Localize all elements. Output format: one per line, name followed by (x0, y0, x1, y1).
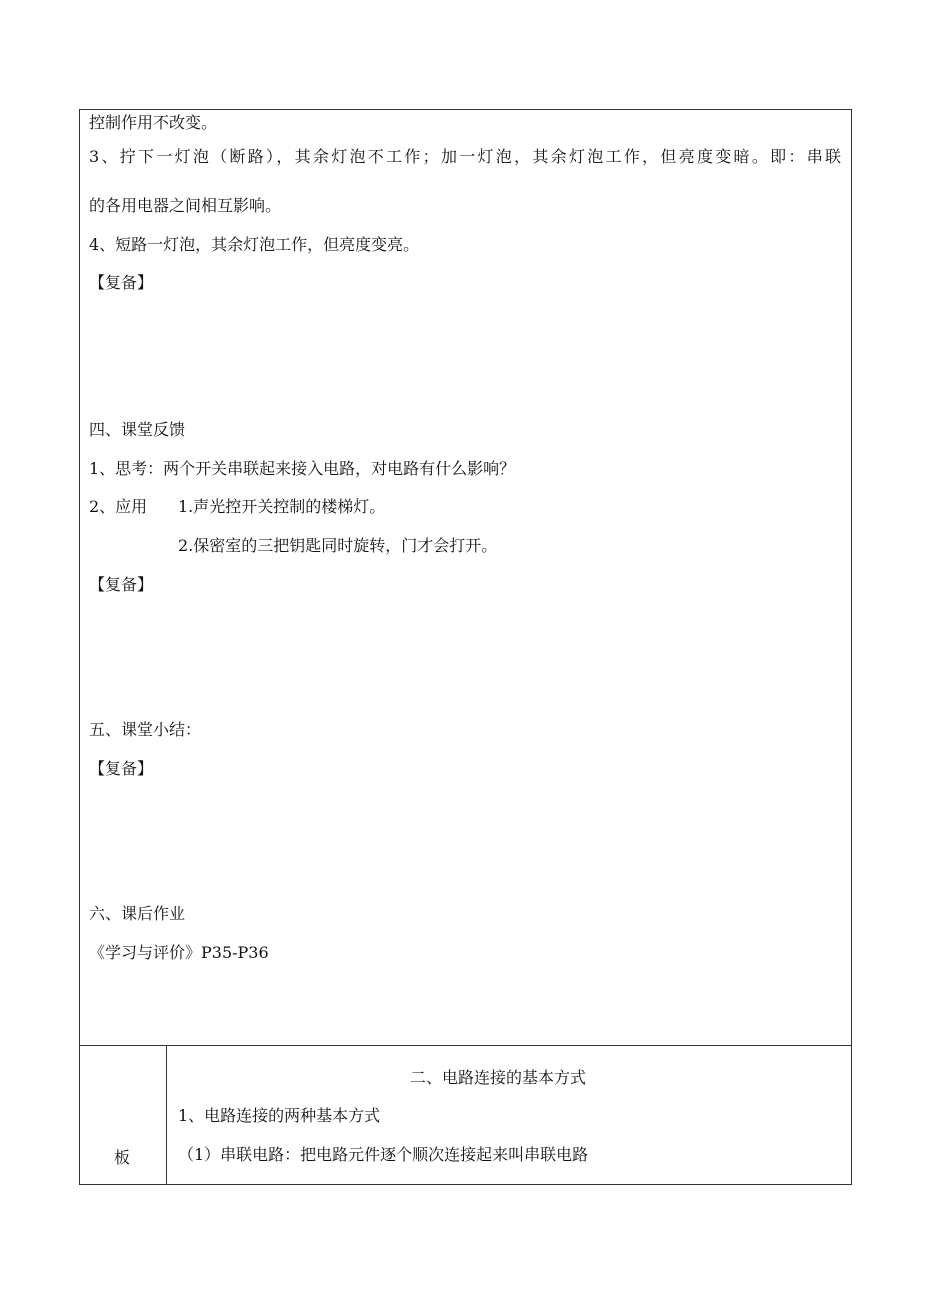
prep-note-label: 【复备】 (89, 759, 154, 778)
prep-note-label: 【复备】 (89, 273, 154, 292)
section-heading: 六、课后作业 (89, 904, 186, 923)
board-title: 二、电路连接的基本方式 (410, 1068, 587, 1087)
text-line: 《学习与评价》P35-P36 (89, 943, 269, 962)
text-line: 2、应用 (89, 497, 148, 516)
text-line: 控制作用不改变。 (89, 113, 218, 132)
section-heading: 五、课堂小结： (89, 720, 202, 739)
board-label: 板 (114, 1148, 131, 1167)
lesson-table-border (79, 109, 852, 1185)
list-item: 1.声光控开关控制的楼梯灯。 (178, 497, 386, 516)
text-line: 1、思考：两个开关串联起来接入电路，对电路有什么影响？ (89, 459, 516, 478)
list-item: 2.保密室的三把钥匙同时旋转，门才会打开。 (178, 536, 498, 555)
text-line: （1）串联电路：把电路元件逐个顺次连接起来叫串联电路 (178, 1145, 589, 1164)
text-line: 1、电路连接的两种基本方式 (178, 1106, 381, 1125)
section-heading: 四、课堂反馈 (89, 420, 186, 439)
text-line: 3、拧下一灯泡（断路），其余灯泡不工作；加一灯泡，其余灯泡工作，但亮度变暗。即：串联 (89, 147, 841, 166)
board-label-column-divider (166, 1045, 167, 1185)
prep-note-label: 【复备】 (89, 575, 154, 594)
text-line: 的各用电器之间相互影响。 (89, 196, 282, 215)
board-row-divider (79, 1045, 852, 1046)
text-line: 4、短路一灯泡，其余灯泡工作，但亮度变亮。 (89, 235, 420, 254)
